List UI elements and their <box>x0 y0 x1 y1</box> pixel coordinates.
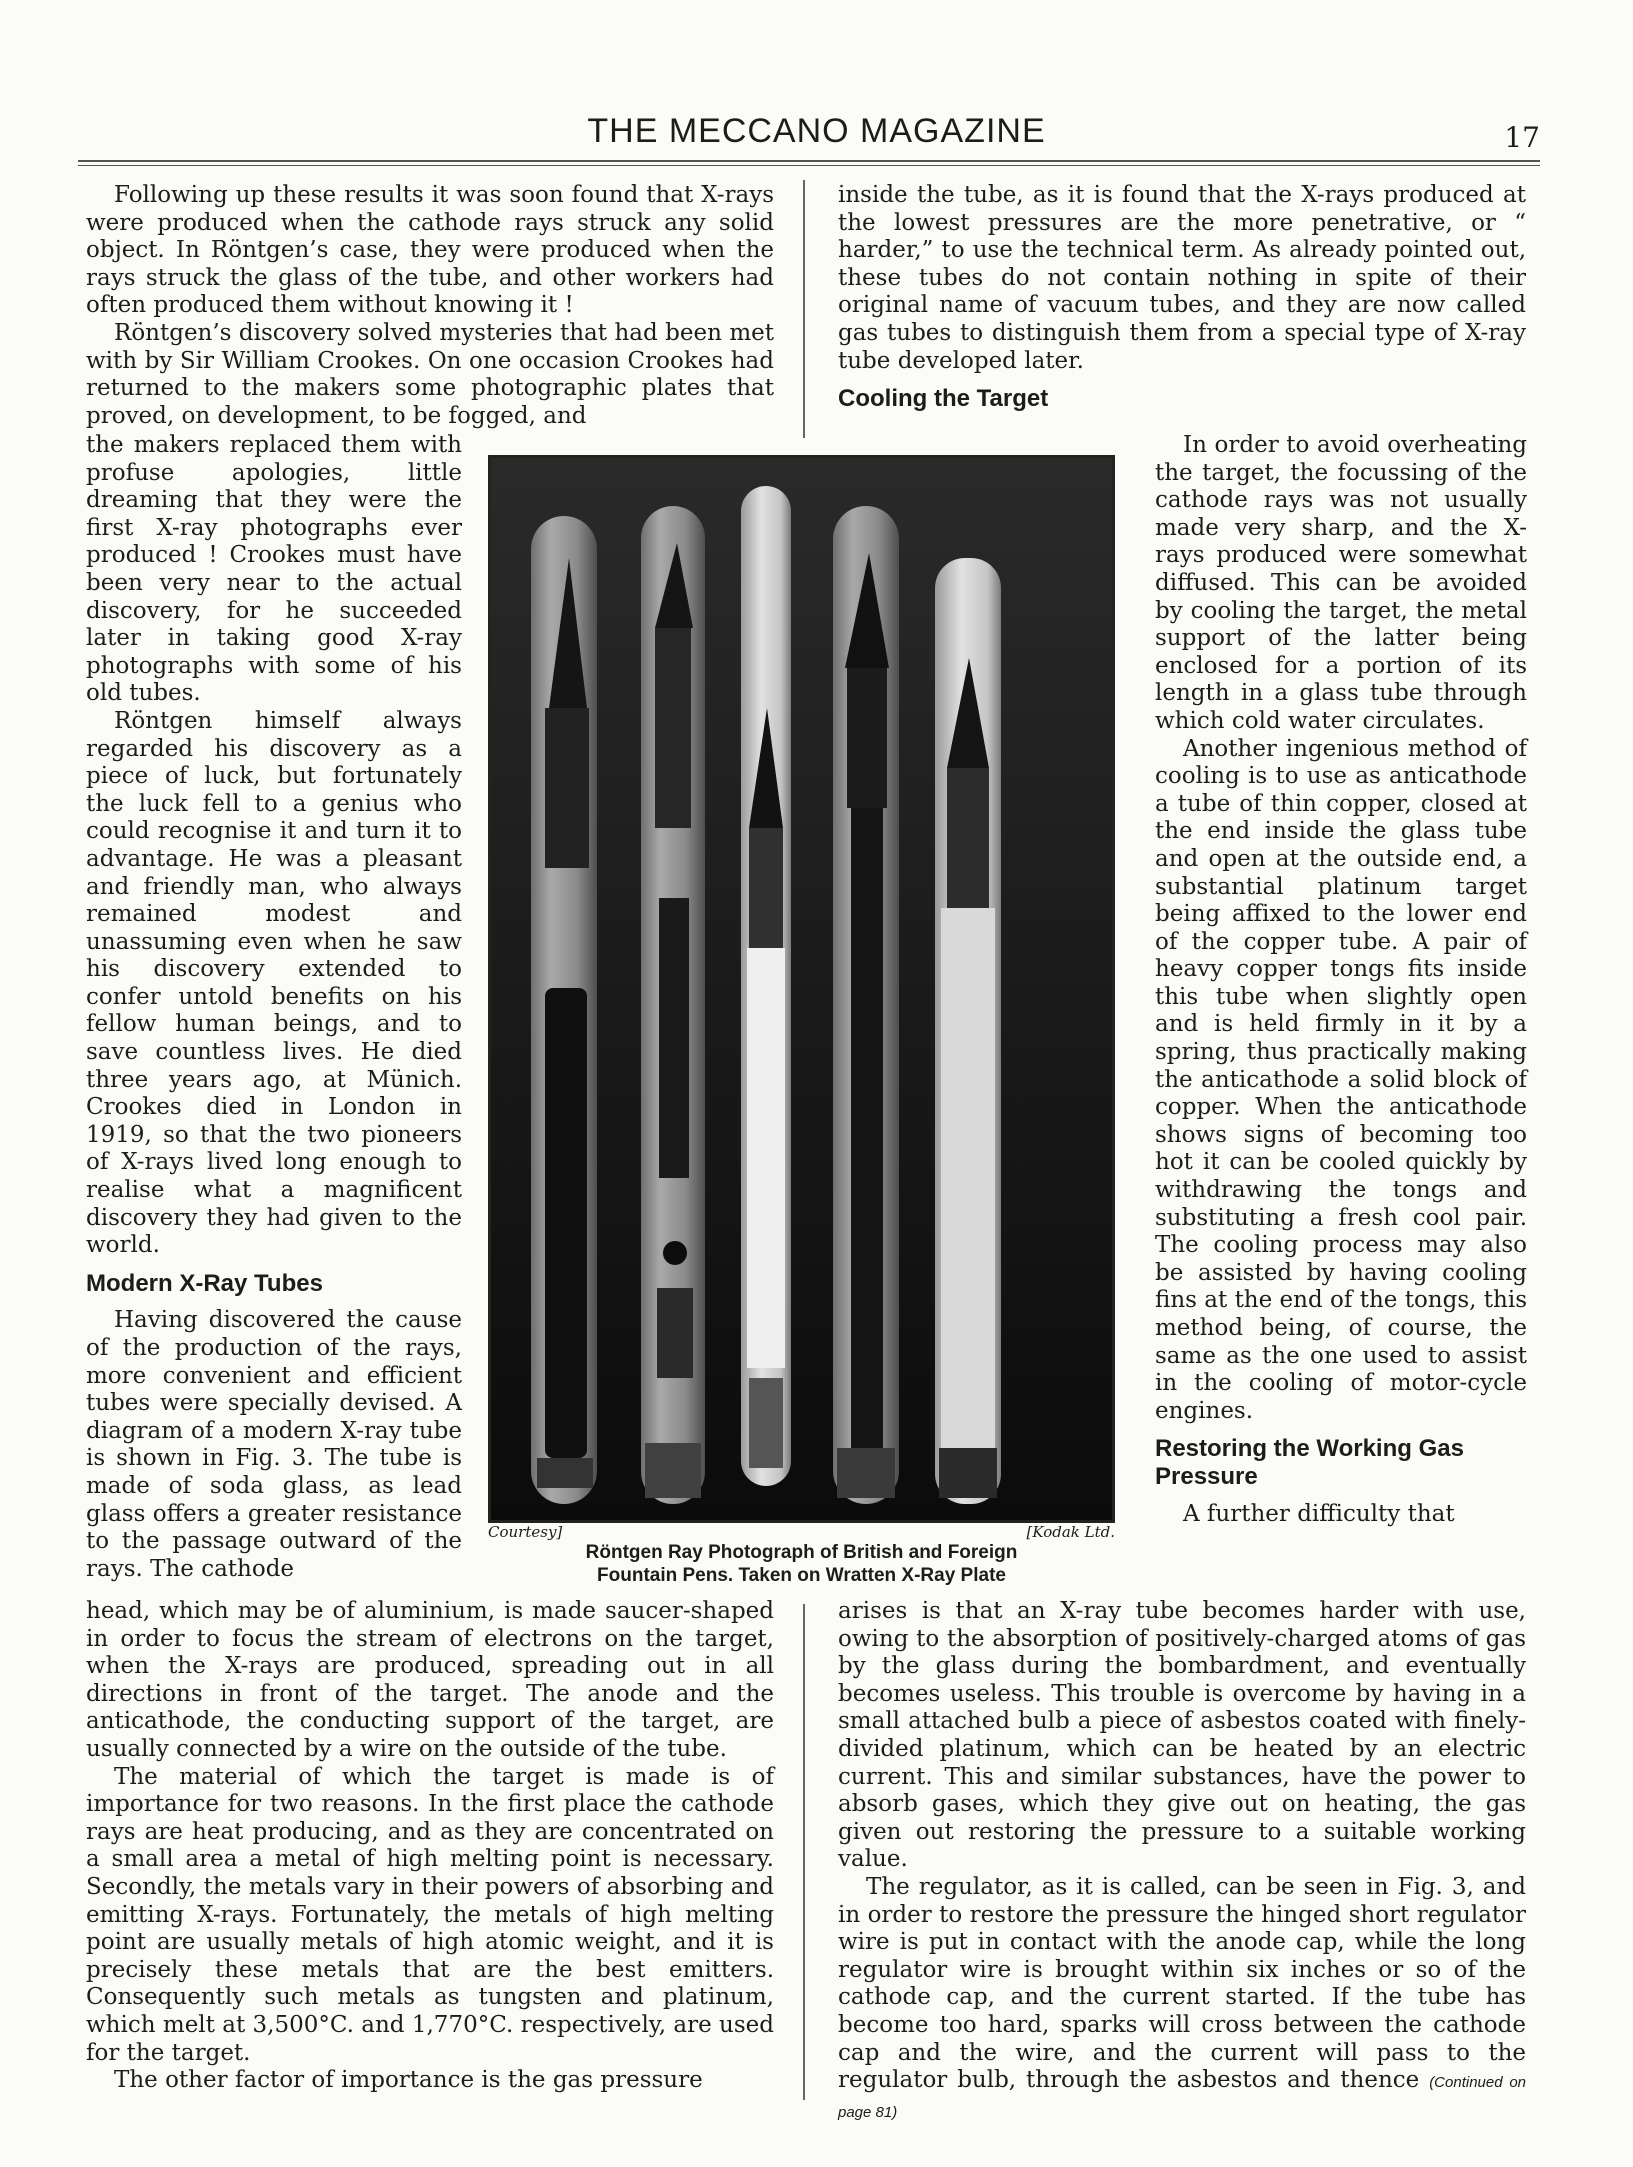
pen-3 <box>741 486 791 1486</box>
caption-line: Fountain Pens. Taken on Wratten X-Ray Plate <box>597 1565 1006 1586</box>
paragraph-text: The regulator, as it is called, can be seen in Fig. 3, and in order to restore the pressure the hinged short regulator wire is put in contact with the anode cap, while the long regulator wire is brought within six inches or so of the cathode cap, and the current started. If the tube has become too hard, sparks will cross between the cathode cap and the wire, and the current will pass to the regulator bulb, through the asbestos and thence <box>838 1873 1526 2094</box>
col1-top <box>86 182 774 430</box>
pen-2 <box>641 506 705 1504</box>
pen-1 <box>531 516 597 1504</box>
paragraph: A further difficulty that <box>1183 1500 1455 1527</box>
header-rule-thin <box>78 165 1540 166</box>
figure-caption <box>488 1541 1115 1587</box>
col2-narrow <box>1155 432 1527 1528</box>
section-heading: Restoring the Working Gas Pressure <box>1155 1435 1464 1490</box>
xray-photograph <box>488 455 1115 1523</box>
paragraph: the makers replaced them with profuse apologies, little dreaming that they were the first X-ray photographs ever produced ! Crookes must have been very near to the actual discovery, for he succeeded later in taking good X-ray photographs with some of his old tubes. <box>86 432 462 707</box>
pen-5 <box>935 558 1001 1504</box>
paragraph: Röntgen’s discovery solved mysteries that had been met with by Sir William Crookes. On one occasion Crookes had returned to the makers some photographic plates that proved, on development, to be fogged, and <box>86 319 774 429</box>
xray-pens-image <box>491 458 1112 1520</box>
paragraph <box>838 1874 1526 2126</box>
pen-4 <box>833 506 899 1504</box>
paragraph: Röntgen himself always regarded his discovery as a piece of luck, but fortunately the luck fell to a genius who could recognise it and turn it to advantage. He was a pleasant and friendly man, who always remained modest and unassuming even when he saw his discovery extended to confer untold benefits on his fellow human beings, and to save countless lives. He died three years ago, at Münich. Crookes died in London in 1919, so that the two pioneers of X-rays lived long enough to realise what a magnificent discovery they had given to the world. <box>86 707 462 1259</box>
paragraph: head, which may be of aluminium, is made saucer-shaped in order to focus the stream of electrons on the target, when the X-rays are produced, spreading out in all directions in front of the target. The anode and the anticathode, the conducting support of the target, are usually connected by a wire on the outside of the tube. <box>86 1598 774 1762</box>
col2-top <box>838 182 1526 423</box>
section-heading: Modern X-Ray Tubes <box>86 1269 323 1297</box>
col2-bottom <box>838 1598 1526 2126</box>
col1-bottom <box>86 1598 774 2095</box>
paragraph: arises is that an X-ray tube becomes harder with use, owing to the absorption of positively-charged atoms of gas by the glass during the bombardment, and eventually becomes useless. This trouble is overcome by having in a small attached bulb a piece of asbestos coated with finely-divided platinum, which can be heated by an electric current. This and similar substances, have the power to absorb gases, which they give out on heating, the gas given out restoring the pressure to a suitable working value. <box>838 1598 1526 1873</box>
paragraph: inside the tube, as it is found that the X-rays produced at the lowest pressures are the more penetrative, or “ harder,” to use the technical term. As already pointed out, these tubes do not contain nothing in spite of their original name of vacuum tubes, and they are now called gas tubes to distinguish them from a special type of X-ray tube developed later. <box>838 182 1526 374</box>
paragraph: The material of which the target is made is of importance for two reasons. In the first place the cathode rays are heat producing, and as they are concentrated on a small area a metal of high melting point is necessary. Secondly, the metals vary in their powers of absorbing and emitting X-rays. Fortunately, the metals of high melting point are usually metals of high atomic weight, and it is precisely these metals that are the best emitters. Consequently such metals as tungsten and platinum, which melt at 3,500°C. and 1,770°C. respectively, are used for the target. <box>86 1763 774 2066</box>
credit-left: Courtesy] <box>488 1523 563 1541</box>
page-number: 17 <box>1504 121 1540 154</box>
magazine-title: THE MECCANO MAGAZINE <box>587 112 1046 150</box>
paragraph: Following up these results it was soon found that X-rays were produced when the cathode rays struck any solid object. In Röntgen’s case, they were produced when the rays struck the glass of the tube, and other workers had often produced them without knowing it ! <box>86 182 774 319</box>
credit-right: [Kodak Ltd. <box>1026 1523 1115 1541</box>
column-divider <box>803 1604 805 2100</box>
caption-line: Röntgen Ray Photograph of British and Foreign <box>585 1542 1018 1563</box>
column-divider <box>803 180 805 438</box>
col1-narrow <box>86 432 462 1583</box>
photo-credit <box>488 1523 1115 1543</box>
paragraph: Another ingenious method of cooling is to use as anticathode a tube of thin copper, closed at the end inside the glass tube and open at the outside end, a substantial platinum target being affixed to the lower end of the copper tube. A pair of heavy copper tongs fits inside this tube when slightly open and is held firmly in it by a spring, thus practically making the anticathode a solid block of copper. When the anticathode shows signs of becoming too hot it can be cooled quickly by withdrawing the tongs and substituting a fresh cool pair. The cooling process may also be assisted by having cooling fins at the end of the tongs, this method being, of course, the same as the one used to assist in the cooling of motor-cycle engines. <box>1155 735 1527 1424</box>
continued-note: (Continued on page 81) <box>838 2074 1527 2121</box>
paragraph: In order to avoid overheating the target, the focussing of the cathode rays was not usually made very sharp, and the X-rays produced were somewhat diffused. This can be avoided by cooling the target, the metal support of the latter being enclosed for a portion of its length in a glass tube through which cold water circulates. <box>1155 432 1527 734</box>
section-heading: Cooling the Target <box>838 385 1049 413</box>
header-rule <box>78 160 1540 162</box>
paragraph: The other factor of importance is the gas pressure <box>114 2067 703 2094</box>
paragraph: Having discovered the cause of the production of the rays, more convenient and efficient tubes were specially devised. A diagram of a modern X-ray tube is shown in Fig. 3. The tube is made of soda glass, as lead glass offers a greater resistance to the passage outward of the rays. The cathode <box>86 1307 462 1582</box>
